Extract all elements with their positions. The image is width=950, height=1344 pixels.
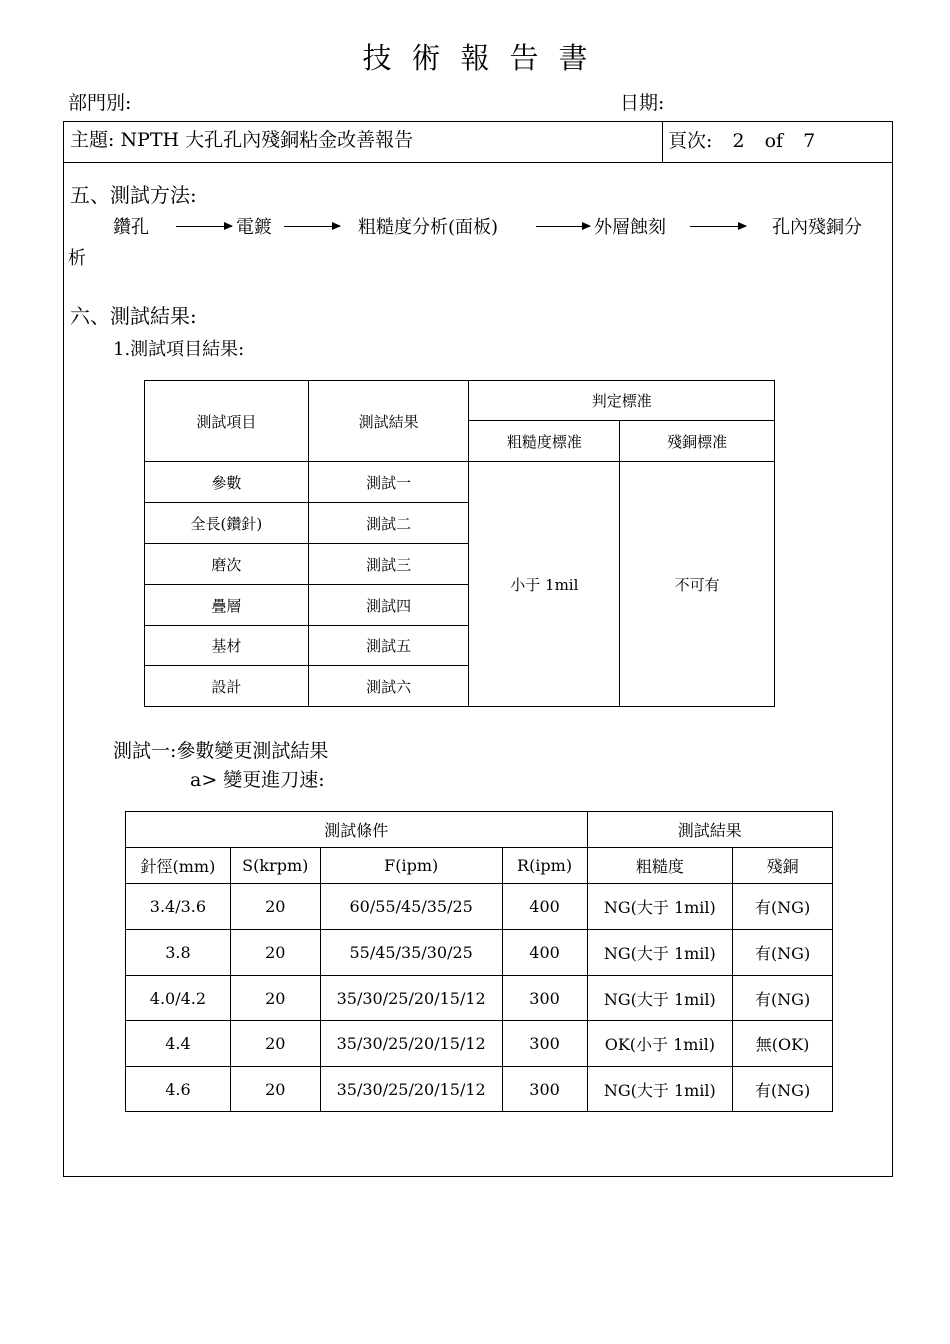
t1-item: 疊層 [145,585,309,626]
t1-item: 基材 [145,626,309,666]
t2-cell: 400 [502,930,587,976]
t2-cell: 無(OK) [733,1021,833,1067]
test-items-table [144,380,775,707]
t2-cell: OK(小于 1mil) [587,1021,733,1067]
flow-step-roughness: 粗糙度分析(面板) [358,217,499,238]
date-label: 日期: [620,92,665,114]
t2-col-speed: S(krpm) [230,848,320,884]
parameter-test-table [125,811,833,1112]
flow-arrow-3 [536,226,590,227]
t1-header-rough: 粗糙度標准 [469,421,620,462]
t1-residual-value: 不可有 [620,462,775,707]
t2-cell: 35/30/25/20/15/12 [320,1021,502,1067]
t2-cell: 20 [230,1067,320,1112]
t1-result: 測試四 [308,585,469,626]
subject: 主題: NPTH 大孔孔內殘銅粘金改善報告 [70,129,414,151]
sub-heading-1: 1.測試項目結果: [113,339,245,360]
t2-cell: 4.4 [126,1021,231,1067]
t2-cell: 35/30/25/20/15/12 [320,1067,502,1112]
test1-subheading: a> 變更進刀速: [190,769,325,791]
table-row [126,1021,833,1067]
t2-col-diameter: 針徑(mm) [126,848,231,884]
t2-col-feed: F(ipm) [320,848,502,884]
dept-label: 部門別: [68,92,132,114]
flow-arrow-2 [284,226,340,227]
t1-header-item: 測試項目 [145,381,309,462]
t1-result: 測試五 [308,626,469,666]
t2-cell: 4.0/4.2 [126,976,231,1021]
t2-cell: 35/30/25/20/15/12 [320,976,502,1021]
page-indicator [668,126,815,153]
test1-heading: 測試一:參數變更測試結果 [113,740,329,762]
t2-cell: 300 [502,1021,587,1067]
t2-cell: 3.4/3.6 [126,884,231,930]
t2-cell: 有(NG) [733,1067,833,1112]
t1-result: 測試六 [308,666,469,707]
flow-arrow-1 [176,226,232,227]
table-row [126,1067,833,1112]
t2-cell: 300 [502,1067,587,1112]
table-row [126,976,833,1021]
flow-step-residual: 孔內殘銅分 [772,217,862,238]
section5-heading: 五、測試方法: [70,183,197,207]
document-title: 技術報告書 [362,41,608,75]
t1-rough-value: 小于 1mil [469,462,620,707]
page-label: 頁次: [668,130,713,152]
t2-cell: 55/45/35/30/25 [320,930,502,976]
t2-cell: 有(NG) [733,930,833,976]
t2-cell: 3.8 [126,930,231,976]
t1-item: 磨次 [145,544,309,585]
t1-item: 設計 [145,666,309,707]
page-of: of [764,130,784,152]
t1-header-criteria: 判定標准 [469,381,775,421]
t2-cell: 有(NG) [733,976,833,1021]
flow-step-etching: 外層蝕刻 [594,217,666,238]
t2-cell: 20 [230,930,320,976]
table-row [126,930,833,976]
t1-result: 測試二 [308,503,469,544]
t2-header-conditions: 測試條件 [126,812,588,848]
page-box-divider [662,121,663,163]
t2-cell: 20 [230,884,320,930]
t2-col-retract: R(ipm) [502,848,587,884]
t2-cell: NG(大于 1mil) [587,884,733,930]
t2-cell: NG(大于 1mil) [587,1067,733,1112]
t1-header-result: 測試結果 [308,381,469,462]
t2-cell: 20 [230,976,320,1021]
t2-cell: 有(NG) [733,884,833,930]
page-number: 2 [732,130,745,152]
t2-header-results: 測試結果 [587,812,833,848]
t2-cell: 20 [230,1021,320,1067]
flow-step-wrap: 析 [68,248,86,269]
t1-header-residual: 殘銅標准 [620,421,775,462]
page-total: 7 [803,130,816,152]
table-row [126,884,833,930]
t2-cell: 300 [502,976,587,1021]
t1-result: 測試三 [308,544,469,585]
t2-cell: 4.6 [126,1067,231,1112]
t2-cell: NG(大于 1mil) [587,976,733,1021]
t2-col-roughness: 粗糙度 [587,848,733,884]
t2-cell: 60/55/45/35/25 [320,884,502,930]
t2-cell: NG(大于 1mil) [587,930,733,976]
t2-col-residual: 殘銅 [733,848,833,884]
section6-heading: 六、測試結果: [70,304,197,328]
t1-item: 參數 [145,462,309,503]
t1-item: 全長(鑽針) [145,503,309,544]
t1-result: 測試一 [308,462,469,503]
flow-step-plating: 電鍍 [236,217,272,238]
flow-arrow-4 [690,226,746,227]
flow-step-drill: 鑽孔 [113,217,149,238]
t2-cell: 400 [502,884,587,930]
